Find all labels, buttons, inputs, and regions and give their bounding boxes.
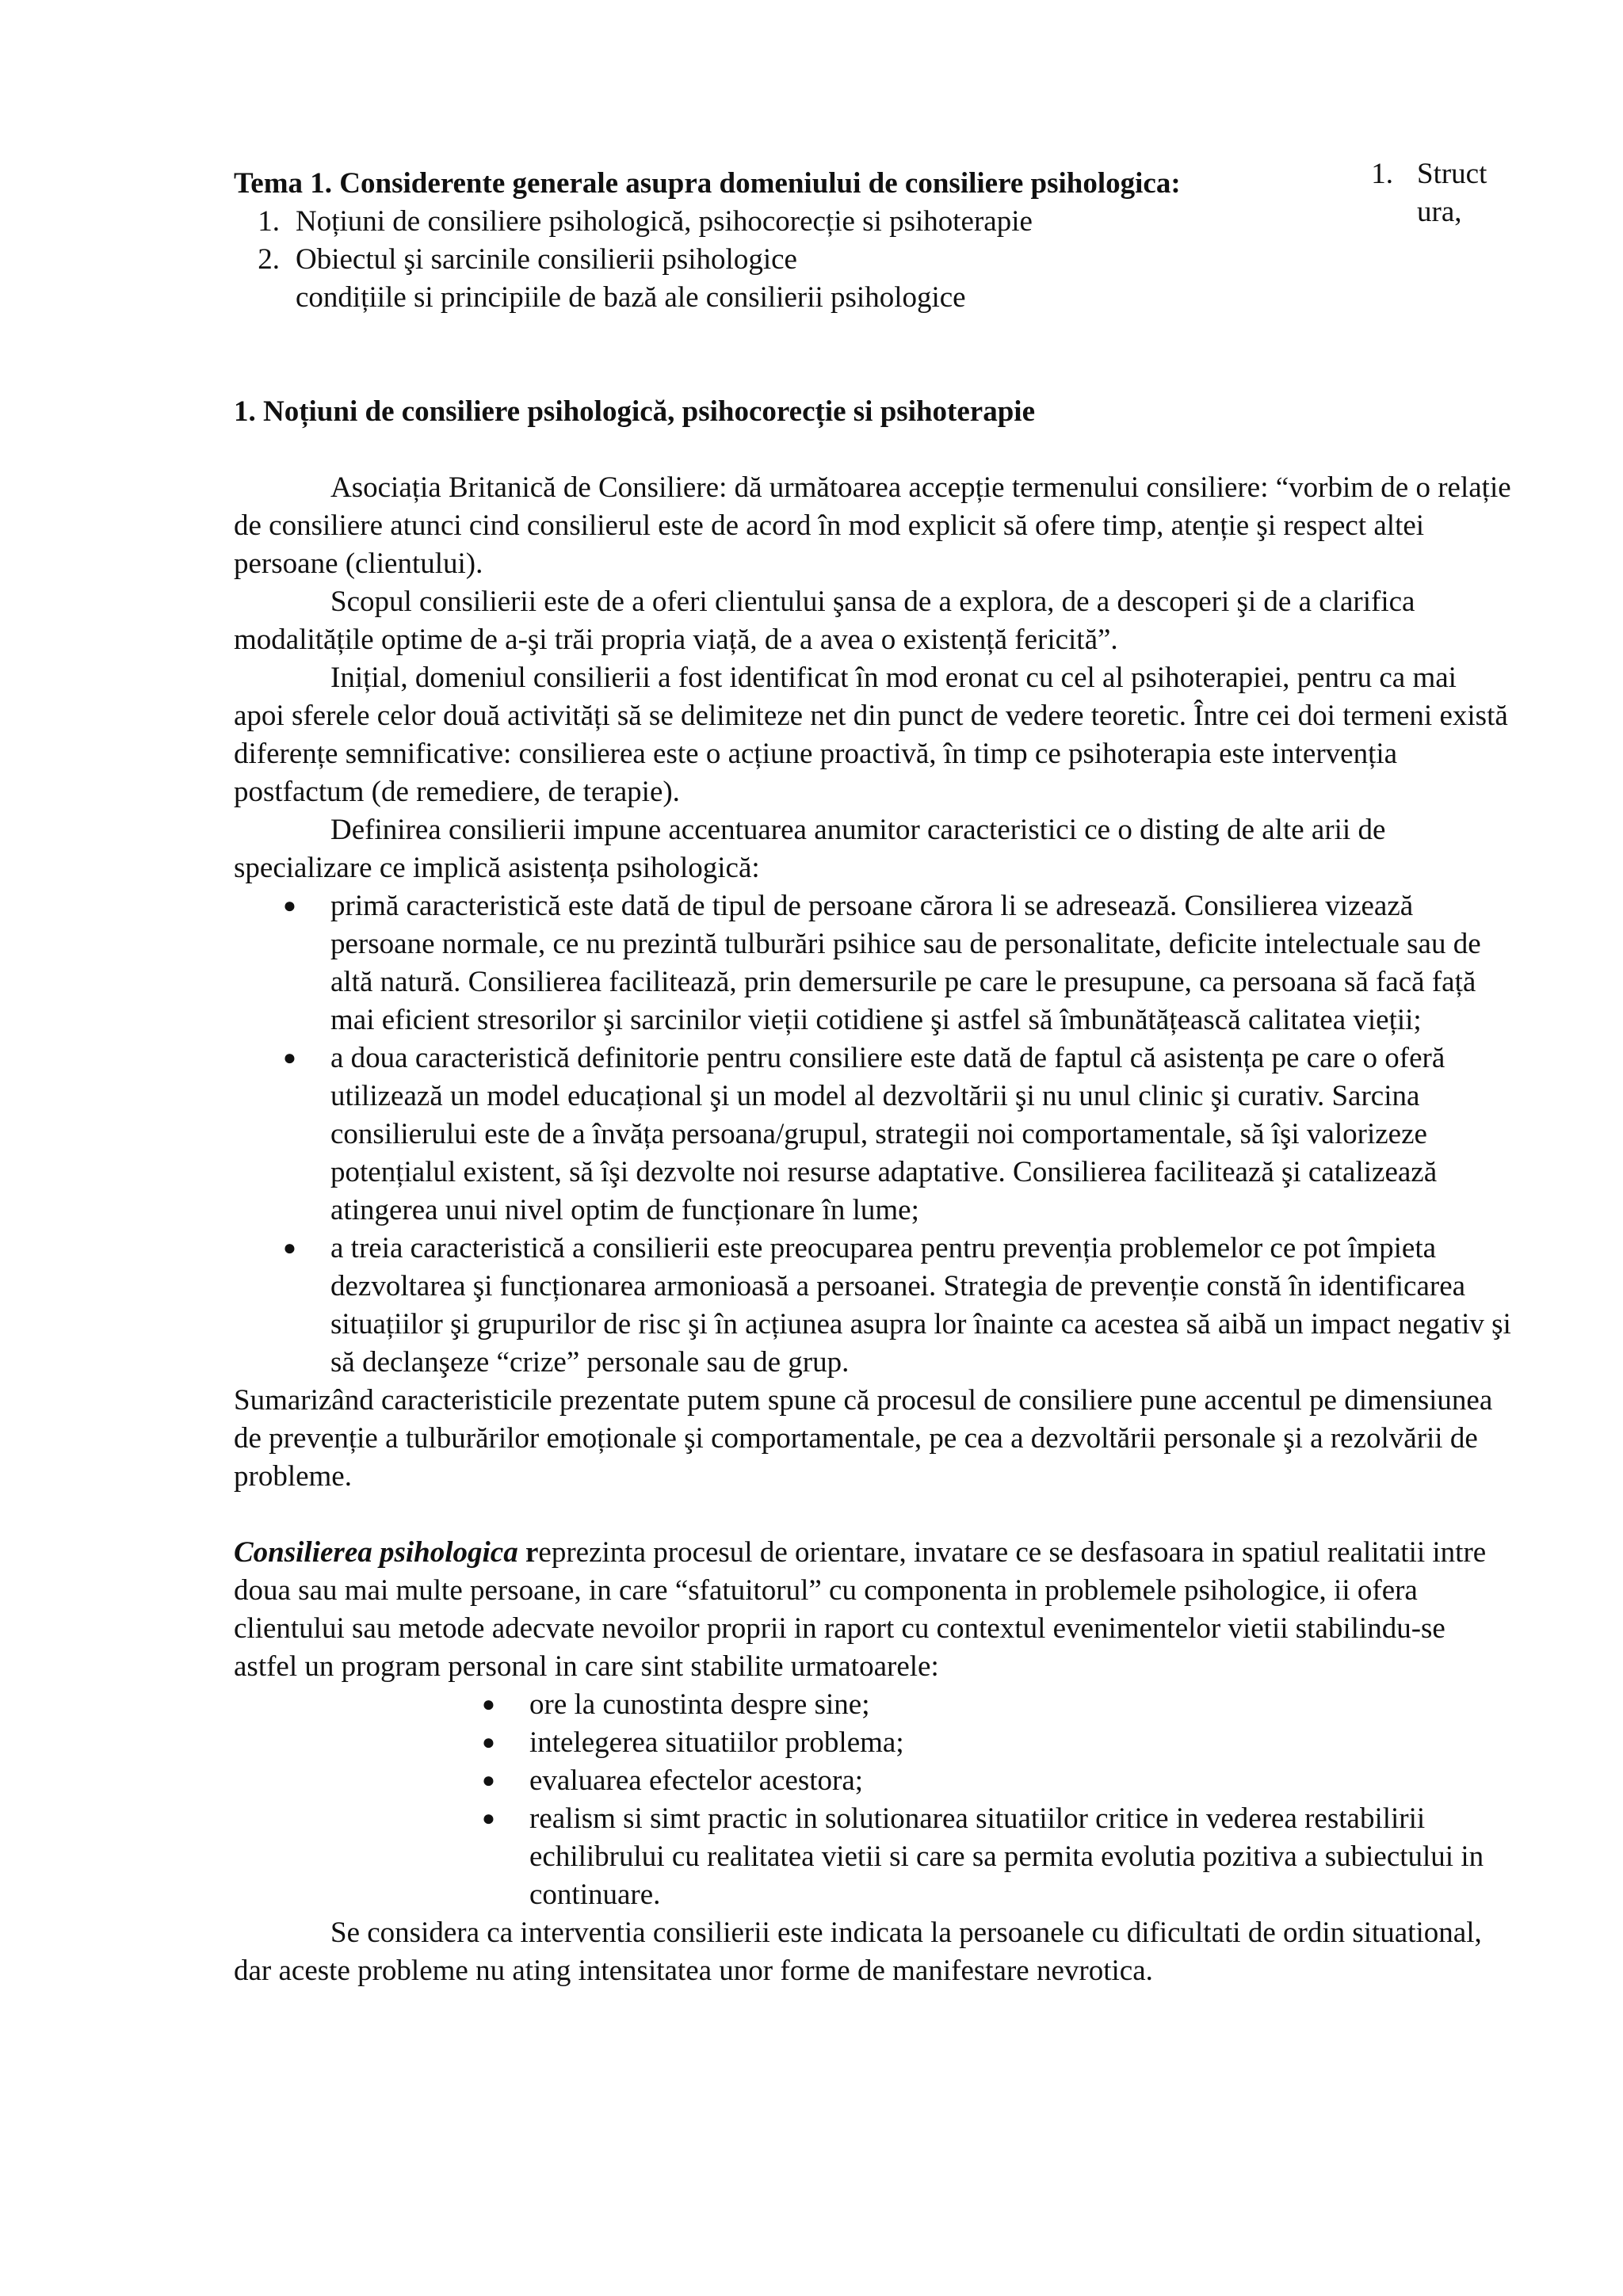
list-item	[234, 1686, 1514, 1724]
program-list	[234, 1686, 1514, 1914]
topic-item-2-continuation: condițiile si principiile de bază ale consilierii psihologice	[296, 281, 966, 314]
body-text	[234, 469, 1514, 1990]
definition-term-letter: r	[517, 1536, 539, 1569]
program-item-4: realism si simt practic in solutionarea situatiilor critice in vederea restabilirii echilibrului cu realitatea vietii si care sa permita evolutia pozitiva a subiectului in continuare.	[529, 1802, 1484, 1911]
side-note	[1361, 155, 1520, 231]
bullet-icon: ●	[482, 1730, 495, 1755]
bullet-icon: ●	[482, 1692, 495, 1717]
bullet-icon: ●	[482, 1768, 495, 1793]
side-note-number: 1.	[1371, 158, 1393, 190]
topic-item-2-text: Obiectul şi sarcinile consilierii psihologice	[296, 243, 797, 276]
characteristic-3: a treia caracteristică a consilierii este preocuparea pentru prevenția problemelor ce pot împieta dezvoltarea şi funcționarea armonioasă a persoanei. Strategia de prevenție constă în identificarea situațiilor şi grupurilor de risc şi în acțiunea asupra lor înainte ca acestea să aibă un impact negativ şi să declanşeze “crize” personale sau de grup.	[330, 1232, 1511, 1379]
side-note-line-1: Struct	[1417, 158, 1487, 190]
topic-item-1-text: Noțiuni de consiliere psihologică, psihocorecție si psihoterapie	[296, 205, 1033, 238]
topic-title: Tema 1. Considerente generale asupra domeniului de consiliere psihologica:	[234, 167, 1181, 200]
characteristic-1: primă caracteristică este dată de tipul de persoane cărora li se adresează. Consilierea vizează persoane normale, ce nu prezintă tulburări psihice sau de personalitate, deficite intelectuale sau de altă natură. Consilierea facilitează, prin demersurile pe care le presupune, ca persoana să facă față mai eficient stresorilor şi sarcinilor vieții cotidiene şi astfel să îmbunătățească calitatea vieții;	[330, 890, 1481, 1036]
characteristic-2: a doua caracteristică definitorie pentru consiliere este dată de faptul că asistența pe care o oferă utilizează un model educațional şi un model al dezvoltării şi nu unul clinic şi curativ. Sarcina consilierului este de a învăța persoana/grupul, strategii noi comportamentale, să îşi valorizeze potențialul existent, să îşi dezvolte noi resurse adaptative. Consilierea facilitează şi catalizează atingerea unui nivel optim de funcționare în lume;	[330, 1042, 1445, 1226]
program-item-1: ore la cunostinta despre sine;	[529, 1688, 870, 1721]
list-item	[234, 887, 1514, 1039]
closing-paragraph: Se considera ca interventia consilierii este indicata la persoanele cu dificultati de ordin situational, dar aceste probleme nu ating intensitatea unor forme de manifestare nevrotica.	[234, 1917, 1482, 1987]
definition-text: eprezinta procesul de orientare, invatare ce se desfasoara in spatiul realitatii intre doua sau mai multe persoane, in care “sfatuitorul” cu componenta in problemele psihologice, ii ofera clientului sau metode adecvate nevoilor proprii in raport cu contextul evenimentelor vietii stabilindu-se astfel un program personal in care sint stabilite urmatoarele:	[234, 1536, 1487, 1683]
paragraph-3: Inițial, domeniul consilierii a fost identificat în mod eronat cu cel al psihoterapiei, pentru ca mai apoi sferele celor două activități să se delimiteze net din punct de vedere teoretic. Între cei doi termeni există diferențe semnificative: consilierea este o acțiune proactivă, în timp ce psihoterapia este intervenția postfactum (de remediere, de terapie).	[234, 662, 1508, 808]
topic-item-2-number: 2.	[258, 243, 280, 276]
bullet-icon: ●	[283, 1236, 296, 1261]
program-item-3: evaluarea efectelor acestora;	[529, 1764, 864, 1797]
topic-heading	[234, 165, 1359, 317]
paragraph-4: Definirea consilierii impune accentuarea anumitor caracteristici ce o disting de alte arii de specializare ce implică asistența psihologică:	[234, 814, 1386, 884]
paragraph-1: Asociația Britanică de Consiliere: dă următoarea accepție termenului consiliere: “vorbim de o relație de consiliere atunci cind consilierul este de acord în mod explicit să ofere timp, atenție şi respect altei persoane (clientului).	[234, 471, 1511, 580]
bullet-icon: ●	[283, 894, 296, 918]
list-item	[234, 1039, 1514, 1230]
characteristics-list	[234, 887, 1514, 1382]
list-item	[234, 1762, 1514, 1800]
side-note-line-2: ura,	[1417, 196, 1462, 228]
list-item	[234, 1230, 1514, 1382]
list-item	[234, 1724, 1514, 1762]
program-item-2: intelegerea situatiilor problema;	[529, 1726, 904, 1759]
section-title: 1. Noțiuni de consiliere psihologică, psihocorecție si psihoterapie	[234, 395, 1035, 428]
topic-item-1	[234, 203, 1359, 241]
topic-item-2	[234, 241, 1359, 279]
bullet-icon: ●	[283, 1046, 296, 1070]
paragraph-spacer	[234, 1496, 1514, 1534]
definition-paragraph	[234, 1534, 1514, 1686]
summary-paragraph: Sumarizând caracteristicile prezentate putem spune că procesul de consiliere pune accentul pe dimensiunea de prevenție a tulburărilor emoționale şi comportamentale, pe cea a dezvoltării personale şi a rezolvării de probleme.	[234, 1384, 1493, 1493]
definition-term: Consilierea psihologica	[234, 1536, 518, 1569]
paragraph-2: Scopul consilierii este de a oferi clientului şansa de a explora, de a descoperi şi de a clarifica modalitățile optime de a-şi trăi propria viață, de a avea o existență fericită”.	[234, 585, 1415, 656]
topic-item-1-number: 1.	[258, 205, 280, 238]
bullet-icon: ●	[482, 1806, 495, 1831]
list-item	[234, 1800, 1514, 1914]
